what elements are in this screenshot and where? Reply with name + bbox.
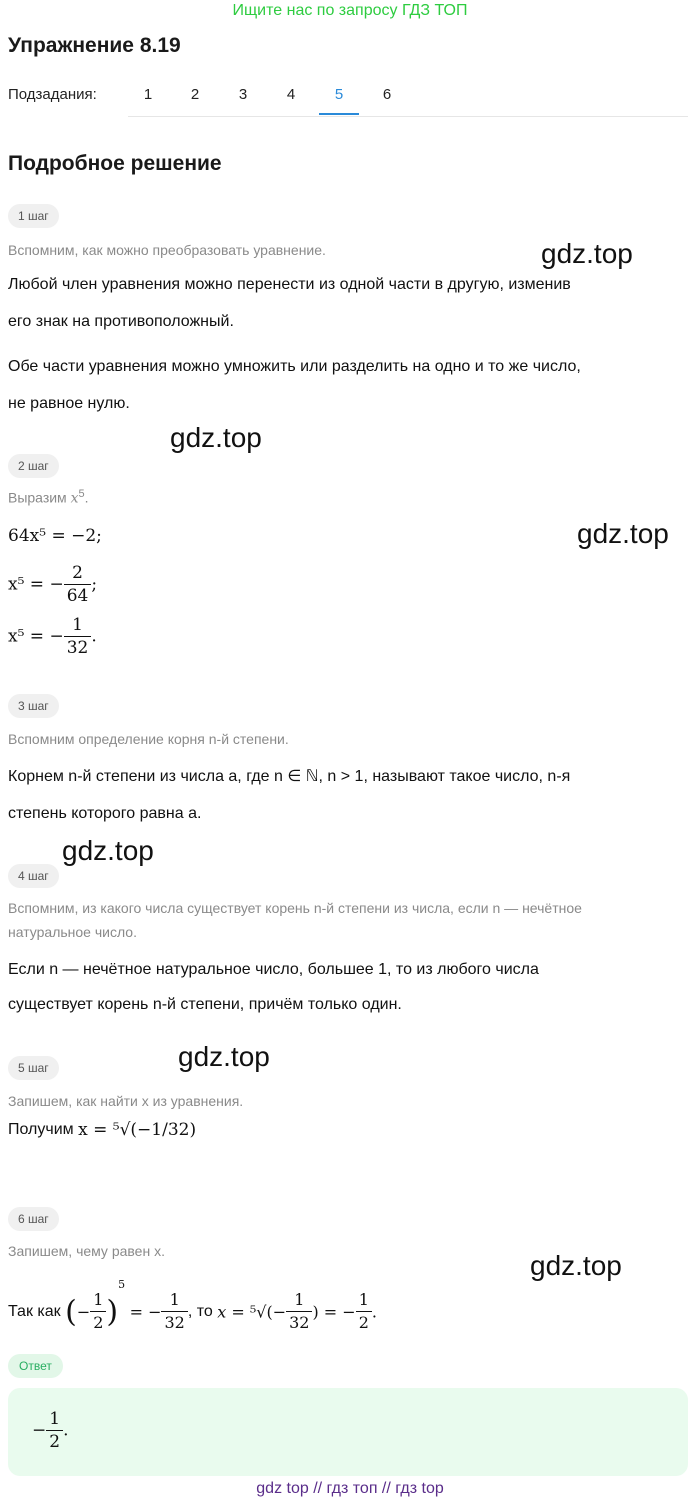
step-4-hint-1: Вспомним, из какого числа существует корень n-й степени из числа, если n — нечётное [8, 900, 582, 916]
step-2-eq-1: 64x⁵ = −2; [8, 526, 102, 546]
step-badge-6: 6 шаг [8, 1207, 59, 1231]
step-4-hint-2: натуральное число. [8, 924, 137, 940]
step-2-eq-2-num: 2 [64, 562, 92, 585]
step-2-eq-2-den: 64 [66, 586, 89, 606]
step-6-result: Так как (− $\frac{1}{2}$ )$^5$ = − $\frac{1}{32}$ , то x = ⁵√(− $\frac{1}{32}$ ) = − $\frac{1}{2}$ . [8, 1278, 377, 1333]
step-6-prefix: Так как [8, 1302, 66, 1320]
subtask-tabs [128, 76, 688, 117]
step-1-line-1: Любой член уравнения можно перенести из одной части в другую, изменив [8, 276, 571, 293]
active-tab-indicator [319, 113, 359, 115]
step-badge-2: 2 шаг [8, 454, 59, 478]
tab-6[interactable]: 6 [382, 86, 392, 103]
step-6-den2: 32 [164, 1313, 185, 1333]
step-2-eq-3-num: 1 [64, 614, 92, 637]
tab-4[interactable]: 4 [286, 86, 296, 103]
step-4-line-2: существует корень n-й степени, причём только один. [8, 996, 402, 1013]
step-1-hint: Вспомним, как можно преобразовать уравнение. [8, 242, 326, 258]
watermark-1: gdz.top [541, 238, 633, 269]
step-6-den4: 2 [358, 1313, 369, 1333]
step-6-mid: , то [187, 1302, 218, 1320]
subtasks-label: Подзадания: [8, 86, 97, 103]
watermark-5: gdz.top [178, 1041, 270, 1072]
step-6-num4: 1 [356, 1289, 372, 1312]
step-1-line-3: Обе части уравнения можно умножить или разделить на одно и то же число, [8, 358, 581, 375]
step-6-den: 2 [93, 1313, 104, 1333]
answer-num: 1 [46, 1408, 63, 1431]
step-2-hint-suffix: . [84, 489, 89, 506]
step-2-hint-prefix: Выразим [8, 489, 71, 506]
step-3-line-1: Корнем n-й степени из числа a, где n ∈ ℕ, n > 1, называют такое число, n-я [8, 768, 571, 785]
search-banner[interactable]: Ищите нас по запросу ГДЗ ТОП [232, 2, 468, 19]
tab-2[interactable]: 2 [190, 86, 200, 103]
step-5-expr: x = ⁵√(−1/32) [78, 1120, 197, 1140]
tab-1[interactable]: 1 [143, 86, 153, 103]
answer-den: 2 [49, 1432, 61, 1452]
step-5-result [8, 1120, 196, 1140]
answer-badge: Ответ [8, 1354, 63, 1378]
tab-5[interactable]: 5 [334, 86, 344, 103]
step-2-hint-var: x [70, 490, 79, 507]
step-1-line-4: не равное нулю. [8, 395, 130, 412]
section-title: Подробное решение [8, 152, 222, 175]
page-title: Упражнение 8.19 [8, 34, 181, 57]
footer-links[interactable]: gdz top // гдз топ // гдз top [256, 1480, 444, 1497]
step-3-hint: Вспомним определение корня n-й степени. [8, 731, 289, 747]
step-2-eq-2-end: ; [91, 574, 98, 595]
step-2-eq-2 [8, 562, 97, 607]
step-2-hint-exp: 5 [78, 488, 85, 500]
step-badge-5: 5 шаг [8, 1056, 59, 1080]
step-badge-3: 3 шаг [8, 694, 59, 718]
answer-value: − $\frac{1}{2}$ . [32, 1409, 69, 1452]
step-6-num2: 1 [161, 1289, 187, 1312]
step-5-hint: Запишем, как найти x из уравнения. [8, 1093, 244, 1109]
step-1-line-2: его знак на противоположный. [8, 313, 234, 330]
step-4-line-1: Если n — нечётное натуральное число, большее 1, то из любого числа [8, 961, 539, 978]
step-6-den3: 32 [289, 1313, 310, 1333]
step-6-num: 1 [90, 1289, 106, 1312]
step-6-hint: Запишем, чему равен x. [8, 1243, 165, 1259]
step-2-eq-3-lhs: x⁵ = − [8, 626, 64, 647]
step-3-line-2: степень которого равна a. [8, 805, 202, 822]
step-badge-1: 1 шаг [8, 204, 59, 228]
answer-box [8, 1388, 688, 1476]
step-5-prefix: Получим [8, 1121, 79, 1138]
step-2-eq-3 [8, 614, 97, 659]
step-6-num3: 1 [286, 1289, 312, 1312]
step-badge-4: 4 шаг [8, 864, 59, 888]
watermark-6: gdz.top [530, 1250, 622, 1281]
watermark-2: gdz.top [170, 422, 262, 453]
step-2-hint [8, 488, 89, 507]
step-2-eq-3-end: . [91, 626, 97, 647]
step-2-eq-2-lhs: x⁵ = − [8, 574, 64, 595]
watermark-4: gdz.top [62, 835, 154, 866]
tab-3[interactable]: 3 [238, 86, 248, 103]
step-2-eq-3-den: 32 [66, 638, 89, 658]
watermark-3: gdz.top [577, 518, 669, 549]
